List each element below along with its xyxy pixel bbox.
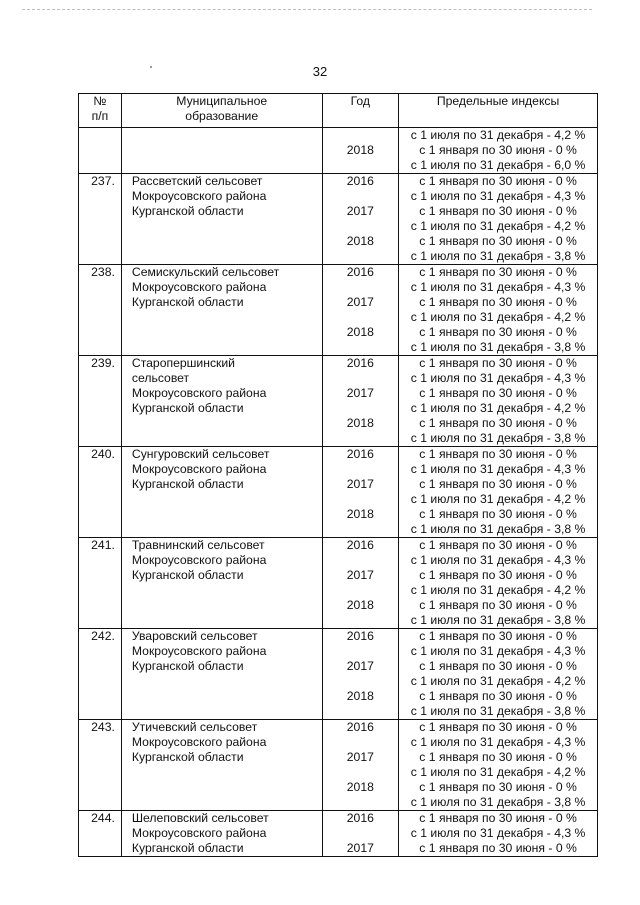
- index-line: с 1 января по 30 июня - 0 %: [419, 507, 577, 521]
- table-row: [79, 128, 598, 174]
- index-line: с 1 января по 30 июня - 0 %: [419, 447, 577, 461]
- scan-speck: [150, 66, 152, 68]
- municipality-name-line: Мокроусовского района: [131, 735, 267, 749]
- municipality-cell: [121, 811, 322, 857]
- index-line: с 1 июля по 31 декабря - 3,8 %: [410, 795, 586, 809]
- index-line: с 1 июля по 31 декабря - 3,8 %: [410, 340, 586, 354]
- index-line: с 1 июля по 31 декабря - 4,2 %: [410, 674, 586, 688]
- year-value: 2017: [346, 386, 374, 400]
- index-line: с 1 июля по 31 декабря - 3,8 %: [410, 249, 586, 263]
- index-line: с 1 июля по 31 декабря - 3,8 %: [410, 613, 586, 627]
- index-line: с 1 июля по 31 декабря - 6,0 %: [410, 158, 586, 172]
- index-line: с 1 января по 30 июня - 0 %: [419, 265, 577, 279]
- table-row: [79, 265, 598, 356]
- index-line: с 1 января по 30 июня - 0 %: [419, 750, 577, 764]
- municipality-cell: [121, 720, 322, 811]
- index-line: с 1 января по 30 июня - 0 %: [419, 720, 577, 734]
- index-line: с 1 июля по 31 декабря - 4,2 %: [410, 219, 586, 233]
- header-municipality-line: образование: [185, 109, 259, 123]
- year-value: 2018: [346, 234, 374, 248]
- index-line: с 1 января по 30 июня - 0 %: [419, 811, 577, 825]
- index-line: с 1 июля по 31 декабря - 4,3 %: [410, 644, 586, 658]
- year-value: [323, 310, 399, 325]
- municipality-name-line: Мокроусовского района: [131, 386, 267, 400]
- table-row: [79, 447, 598, 538]
- year-cell: [322, 811, 399, 857]
- row-number-cell: [79, 447, 122, 538]
- table-row: [79, 538, 598, 629]
- index-line: с 1 января по 30 июня - 0 %: [419, 143, 577, 157]
- index-line: с 1 июля по 31 декабря - 4,3 %: [410, 462, 586, 476]
- municipality-name-line: Курганской области: [131, 401, 244, 415]
- municipality-name-line: Курганской области: [131, 659, 244, 673]
- header-number-line: п/п: [91, 109, 109, 123]
- index-line: с 1 января по 30 июня - 0 %: [419, 598, 577, 612]
- index-line: с 1 января по 30 июня - 0 %: [419, 568, 577, 582]
- row-number: 238.: [91, 265, 115, 279]
- table-row: [79, 629, 598, 720]
- municipality-name-line: Шелеповский сельсовет: [131, 811, 269, 825]
- year-value: [323, 826, 399, 841]
- index-line: с 1 января по 30 июня - 0 %: [419, 416, 577, 430]
- row-number-cell: [79, 128, 122, 174]
- year-value: [323, 583, 399, 598]
- year-cell: [322, 128, 399, 174]
- municipality-name-line: Семискульский сельсовет: [131, 265, 280, 279]
- row-number-cell: [79, 538, 122, 629]
- index-line: с 1 января по 30 июня - 0 %: [419, 477, 577, 491]
- municipality-cell: [121, 128, 322, 174]
- year-value: [323, 613, 399, 628]
- municipality-name-line: Старопершинский: [131, 356, 235, 370]
- limit-index-table: [78, 93, 598, 857]
- year-value: 2017: [346, 659, 374, 673]
- year-value: [323, 492, 399, 507]
- year-value: 2016: [346, 811, 374, 825]
- year-value: [323, 644, 399, 659]
- index-line: с 1 января по 30 июня - 0 %: [419, 204, 577, 218]
- index-line: с 1 июля по 31 декабря - 3,8 %: [410, 431, 586, 445]
- year-value: [323, 219, 399, 234]
- year-value: 2018: [346, 416, 374, 430]
- year-value: 2016: [346, 720, 374, 734]
- index-line: с 1 января по 30 июня - 0 %: [419, 356, 577, 370]
- row-number: 240.: [91, 447, 115, 461]
- year-value: [323, 674, 399, 689]
- municipality-name-line: Мокроусовского района: [131, 826, 267, 840]
- year-value: 2016: [346, 629, 374, 643]
- year-value: 2016: [346, 265, 374, 279]
- municipality-cell: [121, 356, 322, 447]
- index-line: с 1 января по 30 июня - 0 %: [419, 689, 577, 703]
- row-number-cell: [79, 265, 122, 356]
- municipality-name-line: Курганской области: [131, 204, 244, 218]
- header-indices-label: Предельные индексы: [436, 94, 560, 108]
- year-value: 2018: [346, 598, 374, 612]
- municipality-cell: [121, 629, 322, 720]
- municipality-name-line: Курганской области: [131, 568, 244, 582]
- index-line: с 1 июля по 31 декабря - 4,3 %: [410, 553, 586, 567]
- index-line: с 1 июля по 31 декабря - 4,3 %: [410, 280, 586, 294]
- year-cell: [322, 265, 399, 356]
- index-line: с 1 июля по 31 декабря - 3,8 %: [410, 522, 586, 536]
- index-line: с 1 января по 30 июня - 0 %: [419, 629, 577, 643]
- year-value: [323, 128, 399, 143]
- row-number: 244.: [91, 811, 115, 825]
- indices-cell: [399, 128, 598, 174]
- indices-cell: [399, 174, 598, 265]
- index-line: с 1 июля по 31 декабря - 4,2 %: [410, 310, 586, 324]
- year-value: 2018: [346, 507, 374, 521]
- municipality-name-line: Мокроусовского района: [131, 189, 267, 203]
- page-number: 32: [312, 64, 328, 79]
- year-value: 2018: [346, 689, 374, 703]
- index-line: с 1 июля по 31 декабря - 4,3 %: [410, 826, 586, 840]
- indices-cell: [399, 629, 598, 720]
- year-value: [323, 158, 399, 173]
- year-value: [323, 431, 399, 446]
- index-line: с 1 января по 30 июня - 0 %: [419, 295, 577, 309]
- index-line: с 1 января по 30 июня - 0 %: [419, 841, 577, 855]
- municipality-name-line: Курганской области: [131, 841, 244, 855]
- year-cell: [322, 447, 399, 538]
- row-number-cell: [79, 356, 122, 447]
- municipality-cell: [121, 447, 322, 538]
- row-number-cell: [79, 629, 122, 720]
- year-cell: [322, 720, 399, 811]
- header-number: [79, 94, 122, 128]
- scan-top-edge: [22, 9, 592, 10]
- row-number: 237.: [91, 174, 115, 188]
- year-value: [323, 371, 399, 386]
- municipality-name-line: Курганской области: [131, 750, 244, 764]
- year-value: 2018: [346, 325, 374, 339]
- indices-cell: [399, 538, 598, 629]
- municipality-cell: [121, 538, 322, 629]
- year-value: [323, 189, 399, 204]
- municipality-name-line: сельсовет: [131, 371, 190, 385]
- year-value: 2017: [346, 750, 374, 764]
- municipality-name-line: Рассветский сельсовет: [131, 174, 263, 188]
- year-value: 2017: [346, 204, 374, 218]
- index-line: с 1 января по 30 июня - 0 %: [419, 174, 577, 188]
- index-line: с 1 июля по 31 декабря - 4,2 %: [410, 765, 586, 779]
- indices-cell: [399, 265, 598, 356]
- index-line: с 1 января по 30 июня - 0 %: [419, 386, 577, 400]
- year-value: 2018: [346, 780, 374, 794]
- table-row: [79, 356, 598, 447]
- table-row: [79, 720, 598, 811]
- index-line: с 1 января по 30 июня - 0 %: [419, 234, 577, 248]
- indices-cell: [399, 811, 598, 857]
- municipality-name-line: Сунгуровский сельсовет: [131, 447, 270, 461]
- year-value: [323, 522, 399, 537]
- index-line: с 1 января по 30 июня - 0 %: [419, 325, 577, 339]
- table-row: [79, 174, 598, 265]
- index-line: с 1 июля по 31 декабря - 4,2 %: [410, 401, 586, 415]
- year-cell: [322, 356, 399, 447]
- year-value: 2017: [346, 477, 374, 491]
- header-municipality-line: Муниципальное: [176, 94, 268, 108]
- header-number-line: №: [93, 94, 107, 108]
- indices-cell: [399, 447, 598, 538]
- header-year-label: Год: [350, 94, 371, 108]
- year-value: [323, 462, 399, 477]
- row-number-cell: [79, 174, 122, 265]
- year-cell: [322, 538, 399, 629]
- municipality-name-line: Мокроусовского района: [131, 553, 267, 567]
- year-value: 2016: [346, 447, 374, 461]
- municipality-name-line: Мокроусовского района: [131, 644, 267, 658]
- year-value: 2016: [346, 174, 374, 188]
- header-year: [322, 94, 399, 128]
- row-number: 239.: [91, 356, 115, 370]
- year-value: [323, 735, 399, 750]
- year-cell: [322, 174, 399, 265]
- row-number: [79, 128, 115, 143]
- table-body: [79, 128, 598, 857]
- year-value: 2017: [346, 568, 374, 582]
- indices-cell: [399, 720, 598, 811]
- row-number: 243.: [91, 720, 115, 734]
- municipality-cell: [121, 265, 322, 356]
- year-value: [323, 340, 399, 355]
- year-value: 2017: [346, 841, 374, 855]
- year-value: [323, 765, 399, 780]
- index-line: с 1 июля по 31 декабря - 4,3 %: [410, 371, 586, 385]
- table-row: [79, 811, 598, 857]
- municipality-name-line: Уваровский сельсовет: [131, 629, 258, 643]
- indices-cell: [399, 356, 598, 447]
- year-value: 2018: [346, 143, 374, 157]
- year-cell: [322, 629, 399, 720]
- row-number: 241.: [91, 538, 115, 552]
- index-line: с 1 января по 30 июня - 0 %: [419, 659, 577, 673]
- municipality-name-line: Мокроусовского района: [131, 280, 267, 294]
- municipality-name-line: Мокроусовского района: [131, 462, 267, 476]
- year-value: 2016: [346, 538, 374, 552]
- index-line: с 1 июля по 31 декабря - 4,3 %: [410, 735, 586, 749]
- index-line: с 1 января по 30 июня - 0 %: [419, 538, 577, 552]
- year-value: 2016: [346, 356, 374, 370]
- row-number-cell: [79, 811, 122, 857]
- municipality-name-line: Курганской области: [131, 477, 244, 491]
- index-line: с 1 июля по 31 декабря - 4,2 %: [410, 492, 586, 506]
- year-value: [323, 280, 399, 295]
- index-line: с 1 июля по 31 декабря - 4,3 %: [410, 189, 586, 203]
- year-value: [323, 704, 399, 719]
- index-line: с 1 июля по 31 декабря - 4,2 %: [410, 583, 586, 597]
- row-number: 242.: [91, 629, 115, 643]
- index-line: с 1 июля по 31 декабря - 3,8 %: [410, 704, 586, 718]
- header-municipality: [121, 94, 322, 128]
- index-line: с 1 января по 30 июня - 0 %: [419, 780, 577, 794]
- municipality-name-line: Утичевский сельсовет: [131, 720, 258, 734]
- row-number-cell: [79, 720, 122, 811]
- municipality-name-line: Курганской области: [131, 295, 244, 309]
- municipality-name-line: Травнинский сельсовет: [131, 538, 265, 552]
- index-line: с 1 июля по 31 декабря - 4,2 %: [410, 128, 586, 142]
- year-value: [323, 249, 399, 264]
- table-header-row: [79, 94, 598, 128]
- header-indices: [399, 94, 598, 128]
- year-value: [323, 795, 399, 810]
- year-value: [323, 553, 399, 568]
- municipality-cell: [121, 174, 322, 265]
- year-value: [323, 401, 399, 416]
- year-value: 2017: [346, 295, 374, 309]
